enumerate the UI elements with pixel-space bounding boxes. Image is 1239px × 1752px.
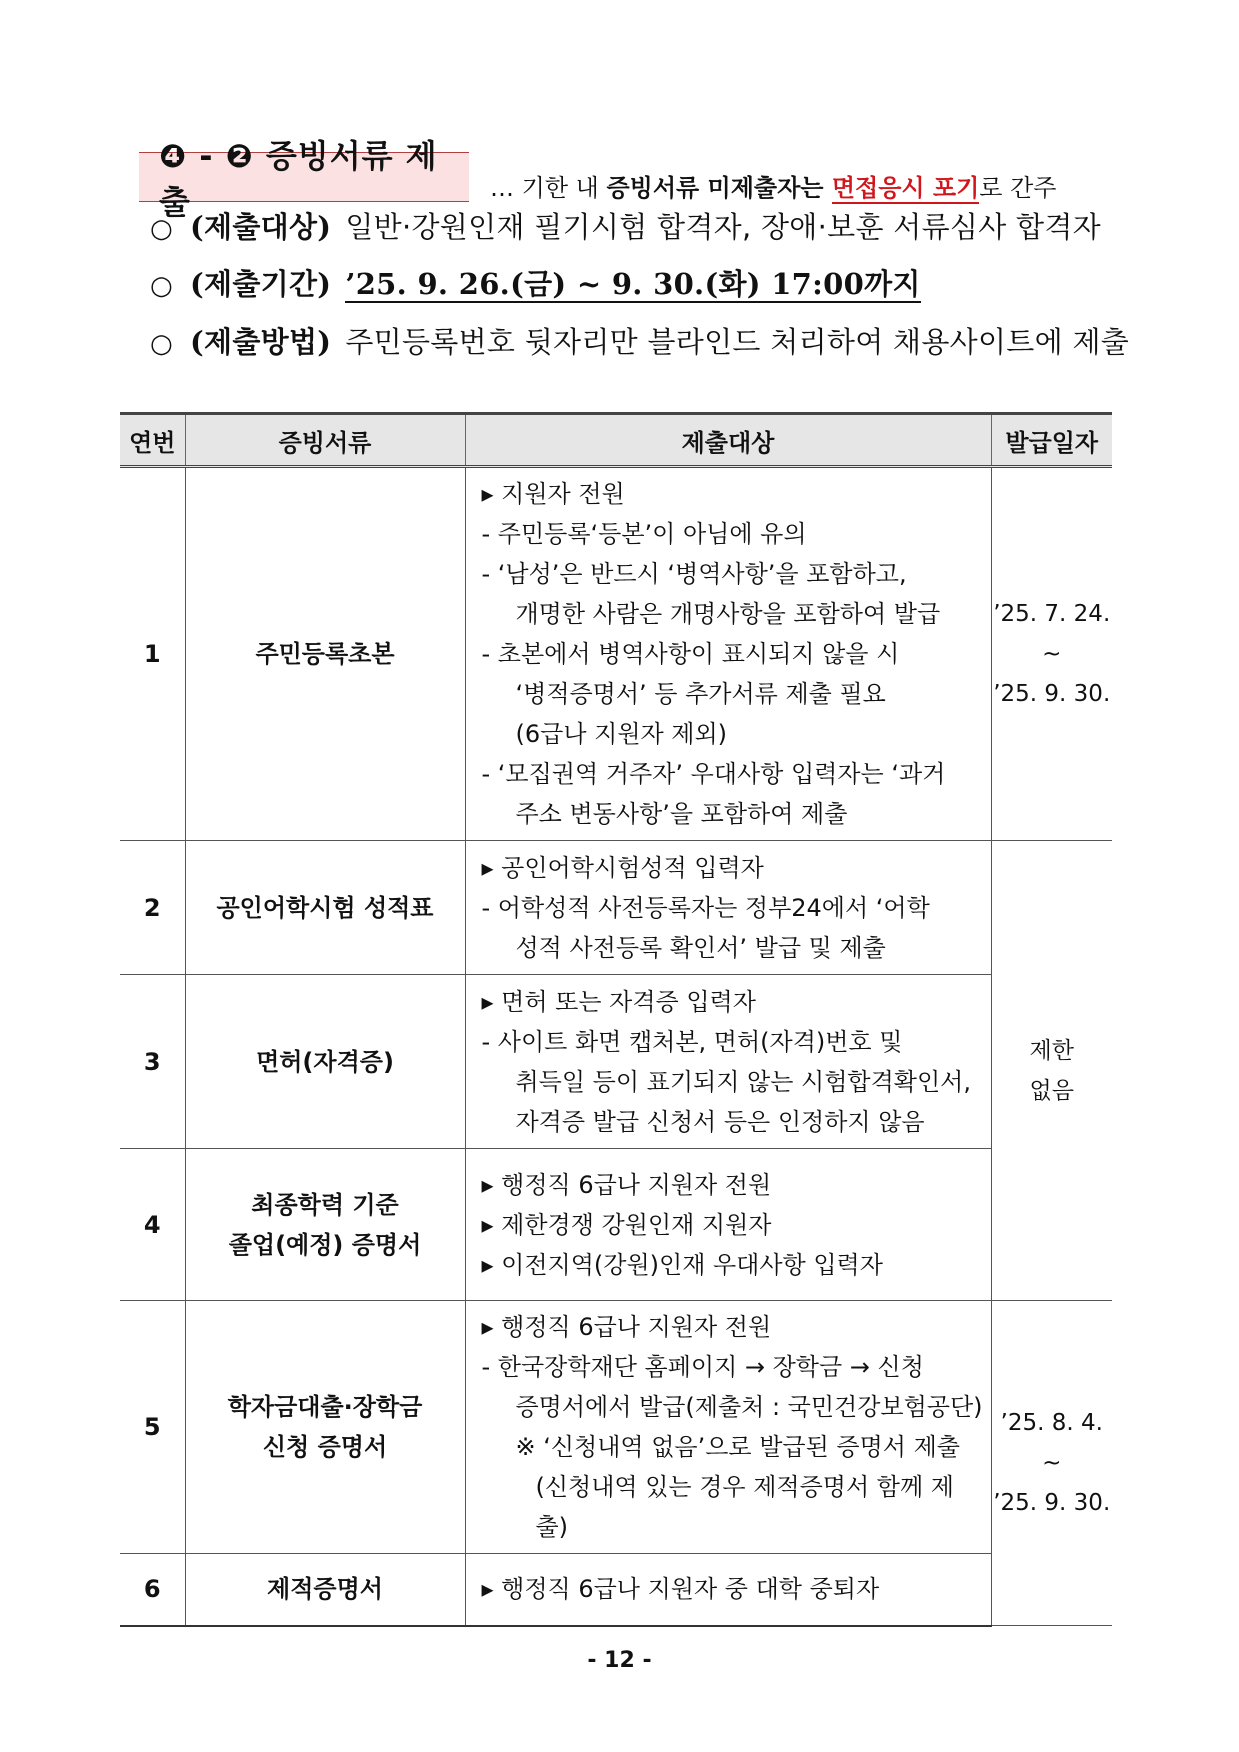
row-doc: 면허(자격증) [185,975,465,1149]
section-heading: ❹ - ❷ 증빙서류 제출 [139,152,469,202]
row-doc: 제적증명서 [185,1554,465,1626]
warning-highlight: 면접응시 포기 [831,174,980,202]
header-no: 연번 [120,414,185,467]
table-row [120,975,1112,1149]
table-row [120,1554,1112,1626]
table-header-row [120,414,1112,467]
circle-bullet-icon: ○ [150,329,173,359]
documents-table [120,412,1112,1627]
info-period: ○ (제출기간) ’25. 9. 26.(금) ~ 9. 30.(화) 17:00까지 [150,267,921,301]
row-target: ▸ 지원자 전원 - 주민등록‘등본’이 아님에 유의 - ‘남성’은 반드시 ‘병역사항’을 포함하고, 개명한 사람은 개명사항을 포함하여 발급 - 초본에서 병역사항이 표시되지 않을 시 ‘병적증명서’ 등 추가서류 제출 필요 (6급나 지원자 제외) - ‘모집권역 거주자’ 우대사항 입력자는 ‘과거 주소 변동사항’을 포함하여 제출 [465,467,991,841]
info-target: ○ (제출대상) 일반·강원인재 필기시험 합격자, 장애·보훈 서류심사 합격자 [150,210,1101,244]
table-row [120,1149,1112,1301]
row-date: ’25. 7. 24. ~ ’25. 9. 30. [991,467,1112,841]
row-target: ▸ 행정직 6급나 지원자 중 대학 중퇴자 [465,1554,991,1626]
row-doc: 최종학력 기준 졸업(예정) 증명서 [185,1149,465,1301]
row-doc: 주민등록초본 [185,467,465,841]
row-target: ▸ 면허 또는 자격증 입력자 - 사이트 화면 캡처본, 면허(자격)번호 및 취득일 등이 표기되지 않는 시험합격확인서, 자격증 발급 신청서 등은 인정하지 않음 [465,975,991,1149]
circle-bullet-icon: ○ [150,214,173,244]
row-no: 3 [120,975,185,1149]
row-date: 제한 없음 [991,841,1112,1301]
table-row [120,467,1112,841]
section-note: … 기한 내 증빙서류 미제출자는 면접응시 포기로 간주 [490,174,1057,202]
header-date: 발급일자 [991,414,1112,467]
row-doc: 학자금대출·장학금 신청 증명서 [185,1301,465,1554]
row-no: 1 [120,467,185,841]
table-row [120,841,1112,975]
page-number: - 12 - [587,1648,652,1673]
circle-bullet-icon: ○ [150,271,173,301]
header-target: 제출대상 [465,414,991,467]
row-target: ▸ 행정직 6급나 지원자 전원 - 한국장학재단 홈페이지 → 장학금 → 신청 증명서에서 발급(제출처 : 국민건강보험공단) ※ ‘신청내역 없음’으로 발급된 증명서 제출 (신청내역 있는 경우 제적증명서 함께 제출) [465,1301,991,1554]
row-no: 4 [120,1149,185,1301]
header-doc: 증빙서류 [185,414,465,467]
row-no: 5 [120,1301,185,1554]
row-target: ▸ 공인어학시험성적 입력자 - 어학성적 사전등록자는 정부24에서 ‘어학 성적 사전등록 확인서’ 발급 및 제출 [465,841,991,975]
row-no: 2 [120,841,185,975]
row-target: ▸ 행정직 6급나 지원자 전원 ▸ 제한경쟁 강원인재 지원자 ▸ 이전지역(강원)인재 우대사항 입력자 [465,1149,991,1301]
row-doc: 공인어학시험 성적표 [185,841,465,975]
row-no: 6 [120,1554,185,1626]
table-row [120,1301,1112,1554]
row-date: ’25. 8. 4. ~ ’25. 9. 30. [991,1301,1112,1626]
info-method: ○ (제출방법) 주민등록번호 뒷자리만 블라인드 처리하여 채용사이트에 제출 [150,325,1130,359]
